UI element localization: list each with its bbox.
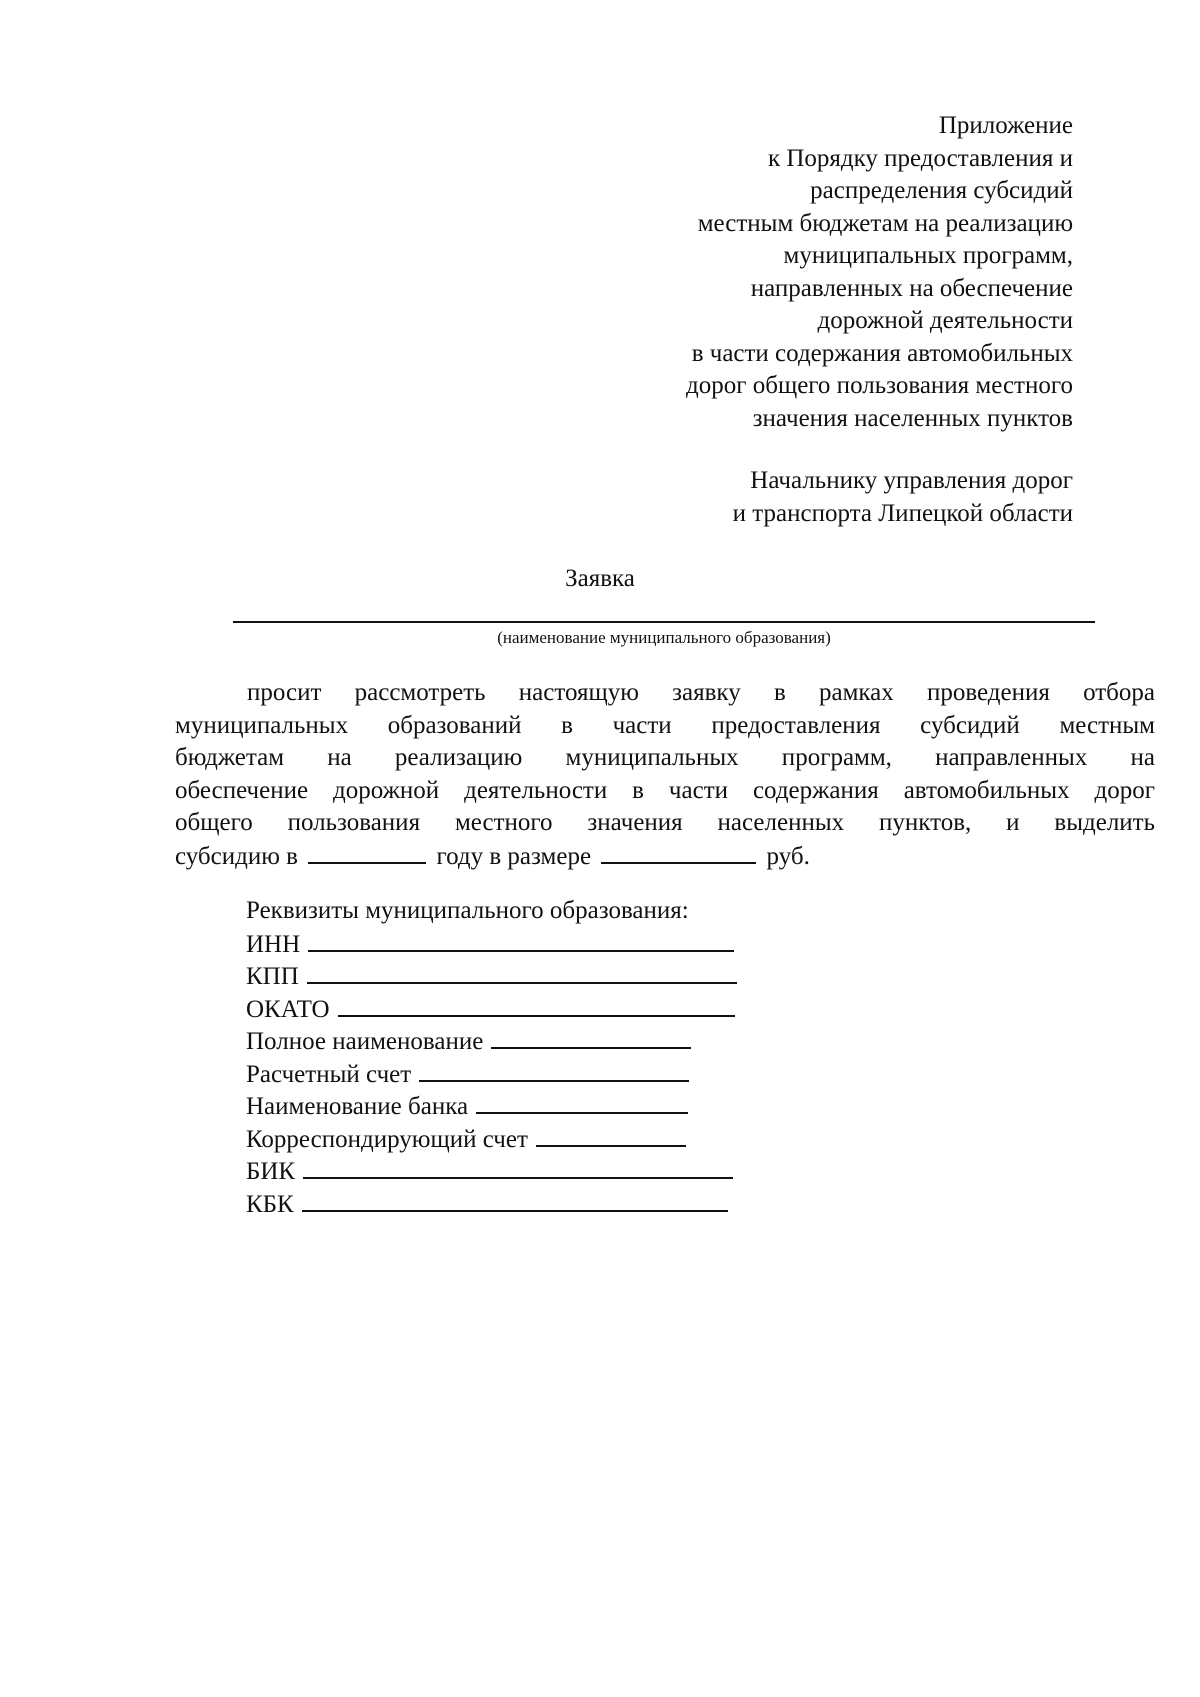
paragraph-line: общего пользования местного значения населенных пунктов, и выделить — [175, 809, 1155, 836]
paragraph-line: бюджетам на реализацию муниципальных программ, направленных на — [175, 744, 1155, 771]
requisite-correspondent-account — [246, 1123, 737, 1156]
subsidy-year-label: субсидию в — [175, 842, 298, 870]
requisite-blank — [419, 1058, 689, 1082]
appendix-header — [513, 110, 1073, 435]
addressee-line: Начальнику управления дорог — [750, 467, 1073, 494]
appendix-line: местным бюджетам на реализацию — [697, 209, 1073, 237]
requisite-blank — [536, 1123, 686, 1147]
requisite-bik — [246, 1155, 737, 1188]
paragraph-line: просит рассмотреть настоящую заявку в рамках проведения отбора — [247, 679, 1155, 706]
requisite-blank — [303, 1155, 733, 1179]
requisites-heading: Реквизиты муниципального образования: — [246, 897, 689, 924]
appendix-line: дорог общего пользования местного — [686, 372, 1073, 399]
requisite-okato — [246, 993, 737, 1026]
requisite-label: Полное наименование — [246, 1028, 484, 1055]
requisites-block — [246, 895, 737, 1220]
requisite-kbk — [246, 1188, 737, 1221]
requisite-label: ОКАТО — [246, 995, 330, 1023]
requisite-kpp — [246, 960, 737, 993]
requisite-blank — [338, 993, 735, 1017]
appendix-line: муниципальных программ, — [783, 242, 1073, 269]
requisite-blank — [308, 928, 734, 952]
addressee-line: и транспорта Липецкой области — [732, 499, 1073, 527]
municipality-name-line — [233, 621, 1095, 623]
appendix-line: распределения субсидий — [810, 177, 1073, 204]
municipality-name-caption: (наименование муниципального образования) — [497, 628, 831, 647]
requisite-label: ИНН — [246, 930, 301, 958]
paragraph-line: обеспечение дорожной деятельности в части содержания автомобильных дорог — [175, 776, 1155, 804]
addressee-block — [513, 465, 1073, 530]
requisite-blank — [476, 1090, 688, 1114]
appendix-line: дорожной деятельности — [817, 307, 1073, 334]
paragraph-line: муниципальных образований в части предоставления субсидий местным — [175, 711, 1155, 739]
appendix-line: направленных на обеспечение — [750, 274, 1073, 302]
requisite-bank-name — [246, 1090, 737, 1123]
year-blank — [308, 840, 426, 864]
requisite-label: Расчетный счет — [246, 1060, 412, 1088]
document-title: Заявка — [565, 565, 635, 592]
requisite-settlement-account — [246, 1058, 737, 1091]
requisite-label: БИК — [246, 1158, 296, 1185]
requisite-full-name — [246, 1025, 737, 1058]
requisite-label: Наименование банка — [246, 1093, 469, 1120]
appendix-line: к Порядку предоставления и — [767, 144, 1073, 172]
appendix-line: Приложение — [938, 112, 1073, 139]
requisite-label: КБК — [246, 1190, 294, 1218]
subsidy-amount-label: году в размере — [436, 842, 592, 870]
requisite-blank — [491, 1025, 691, 1049]
request-paragraph — [175, 677, 1155, 872]
requisite-blank — [302, 1188, 728, 1212]
requisite-label: Корреспондирующий счет — [246, 1125, 528, 1153]
requisite-inn — [246, 928, 737, 961]
appendix-line: в части содержания автомобильных — [691, 339, 1073, 367]
appendix-line: значения населенных пунктов — [752, 404, 1073, 432]
amount-blank — [601, 840, 756, 864]
requisite-blank — [307, 960, 737, 984]
requisite-label: КПП — [246, 963, 299, 990]
paragraph-last-line — [175, 840, 1155, 873]
currency-label: руб. — [766, 842, 810, 870]
